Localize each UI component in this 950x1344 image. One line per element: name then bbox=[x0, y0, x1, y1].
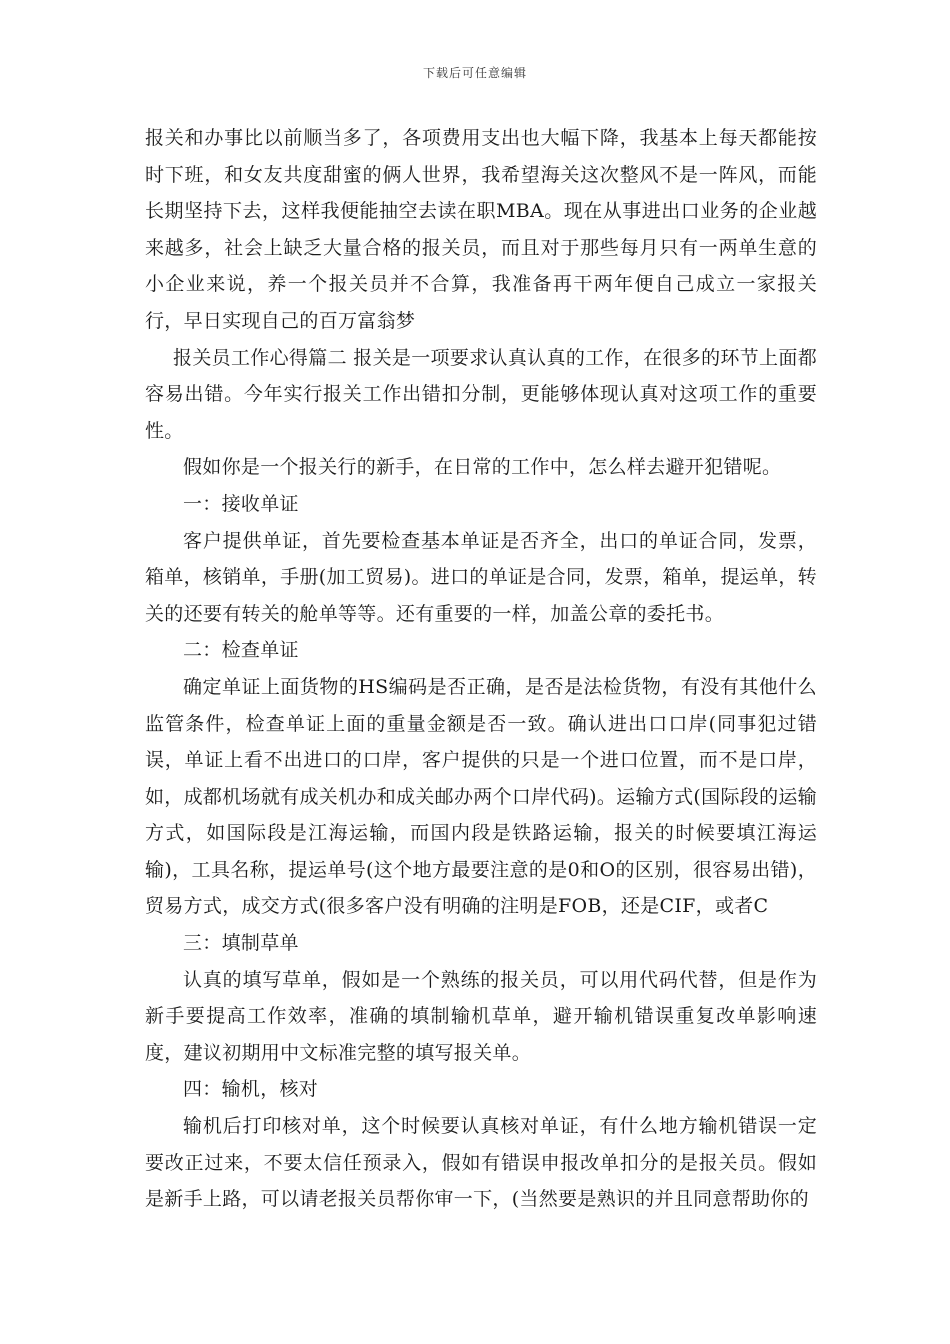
paragraph-receive-documents: 客户提供单证，首先要检查基本单证是否齐全，出口的单证合同，发票，箱单，核销单，手册(加工贸易)。进口的单证是合同，发票，箱单，提运单，转关的还要有转关的舱单等等。还有重要的一样，加盖公章的委托书。 bbox=[145, 529, 817, 625]
section-heading-input-verify: 四：输机，核对 bbox=[183, 1078, 319, 1101]
paragraph-fill-draft: 认真的填写草单，假如是一个熟练的报关员，可以用代码代替，但是作为新手要提高工作效率，准确的填制输机草单，避开输机错误重复改单影响速度，建议初期用中文标准完整的填写报关单。 bbox=[145, 968, 817, 1064]
page-header: 下载后可任意编辑 bbox=[422, 66, 527, 80]
section-heading-check-documents: 二：检查单证 bbox=[183, 639, 299, 662]
section-heading-fill-draft: 三：填制草单 bbox=[183, 932, 299, 955]
paragraph-check-documents: 确定单证上面货物的HS编码是否正确，是否是法检货物，有没有其他什么监管条件，检查单证上面的重量金额是否一致。确认进出口口岸(同事犯过错误，单证上看不出进口的口岸，客户提供的只是一个进口位置，而不是口岸，如，成都机场就有成关机办和成关邮办两个口岸代码)。运输方式(国际段的运输方式，如国际段是江海运输，而国内段是铁路运输，报关的时候要填江海运输)，工具名称，提运单号(这个地方最要注意的是0和O的区别，很容易出错)，贸易方式，成交方式(很多客户没有明确的注明是FOB，还是CIF，或者C bbox=[145, 675, 817, 918]
paragraph-input-verify: 输机后打印核对单，这个时候要认真核对单证，有什么地方输机错误一定要改正过来，不要太信任预录入，假如有错误申报改单扣分的是报关员。假如是新手上路，可以请老报关员帮你审一下，(当然要是熟识的并且同意帮助你的 bbox=[145, 1115, 817, 1211]
section-heading-receive-documents: 一：接收单证 bbox=[183, 492, 299, 515]
paragraph-continued: 报关和办事比以前顺当多了，各项费用支出也大幅下降，我基本上每天都能按时下班，和女友共度甜蜜的俩人世界，我希望海关这次整风不是一阵风，而能长期坚持下去，这样我便能抽空去读在职MBA。现在从事进出口业务的企业越来越多，社会上缺乏大量合格的报关员，而且对于那些每月只有一两单生意的小企业来说，养一个报关员并不合算，我准备再干两年便自己成立一家报关行，早日实现自己的百万富翁梦 bbox=[145, 127, 817, 332]
paragraph-article-two-intro: 报关员工作心得篇二 报关是一项要求认真认真的工作，在很多的环节上面都容易出错。今年实行报关工作出错扣分制，更能够体现认真对这项工作的重要性。 bbox=[145, 346, 817, 442]
document-body bbox=[145, 120, 817, 1218]
paragraph-question: 假如你是一个报关行的新手，在日常的工作中，怎么样去避开犯错呢。 bbox=[183, 456, 782, 479]
